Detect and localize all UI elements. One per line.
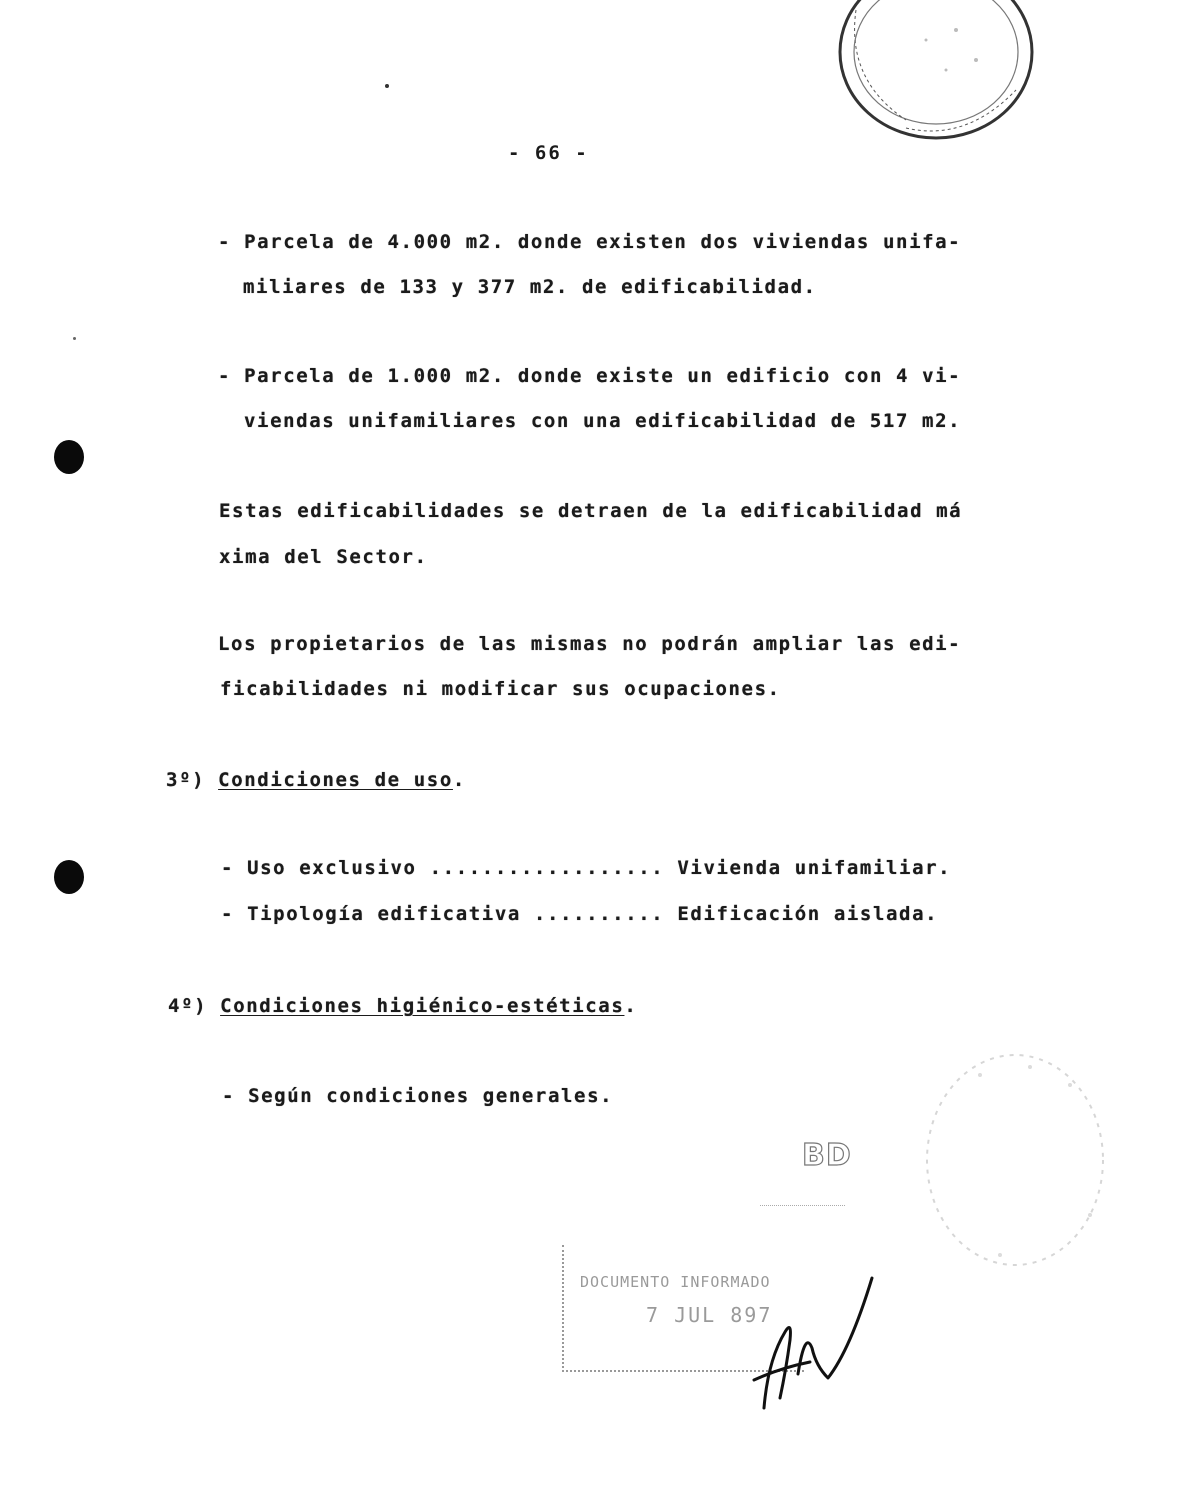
segun-condiciones-item: - Según condiciones generales. bbox=[222, 1085, 614, 1107]
section-3-title: Condiciones de uso bbox=[218, 769, 453, 791]
punch-hole bbox=[54, 860, 84, 894]
faint-stamp-icon bbox=[920, 1045, 1110, 1275]
parcela-2-line-1: - Parcela de 1.000 m2. donde existe un edificio con 4 vi- bbox=[218, 365, 962, 387]
punch-hole bbox=[54, 440, 84, 474]
stamp-rule bbox=[760, 1205, 845, 1206]
paper-speck bbox=[385, 84, 389, 88]
stamp-line-1: DOCUMENTO INFORMADO bbox=[580, 1273, 771, 1291]
section-4-number: 4º) bbox=[168, 995, 208, 1017]
section-3-number: 3º) bbox=[166, 769, 206, 791]
section-3-heading bbox=[166, 769, 466, 791]
initials-mark: BD bbox=[802, 1138, 852, 1173]
stamp-line-2: 7 JUL 897 bbox=[646, 1303, 773, 1327]
section-4-title: Condiciones higiénico-estéticas bbox=[220, 995, 625, 1017]
paragraph-detraen-line-1: Estas edificabilidades se detraen de la edificabilidad má bbox=[219, 500, 963, 522]
paragraph-detraen-line-2: xima del Sector. bbox=[219, 546, 428, 568]
page-number: - 66 - bbox=[508, 142, 589, 164]
section-4-heading bbox=[168, 995, 637, 1017]
uso-exclusivo-item: - Uso exclusivo .................. Vivienda unifamiliar. bbox=[221, 857, 952, 879]
official-seal-icon bbox=[836, 0, 1036, 154]
paper-speck bbox=[73, 337, 76, 340]
section-4-terminator: . bbox=[624, 995, 638, 1017]
signature-icon bbox=[740, 1270, 880, 1420]
paragraph-propietarios-line-1: Los propietarios de las mismas no podrán ampliar las edi- bbox=[218, 633, 962, 655]
parcela-1-line-1: - Parcela de 4.000 m2. donde existen dos viviendas unifa- bbox=[218, 231, 962, 253]
section-3-terminator: . bbox=[452, 769, 466, 791]
parcela-1-line-2: miliares de 133 y 377 m2. de edificabilidad. bbox=[243, 276, 817, 298]
parcela-2-line-2: viendas unifamiliares con una edificabilidad de 517 m2. bbox=[244, 410, 962, 432]
tipologia-edificativa-item: - Tipología edificativa .......... Edificación aislada. bbox=[221, 903, 939, 925]
paragraph-propietarios-line-2: ficabilidades ni modificar sus ocupaciones. bbox=[220, 678, 781, 700]
